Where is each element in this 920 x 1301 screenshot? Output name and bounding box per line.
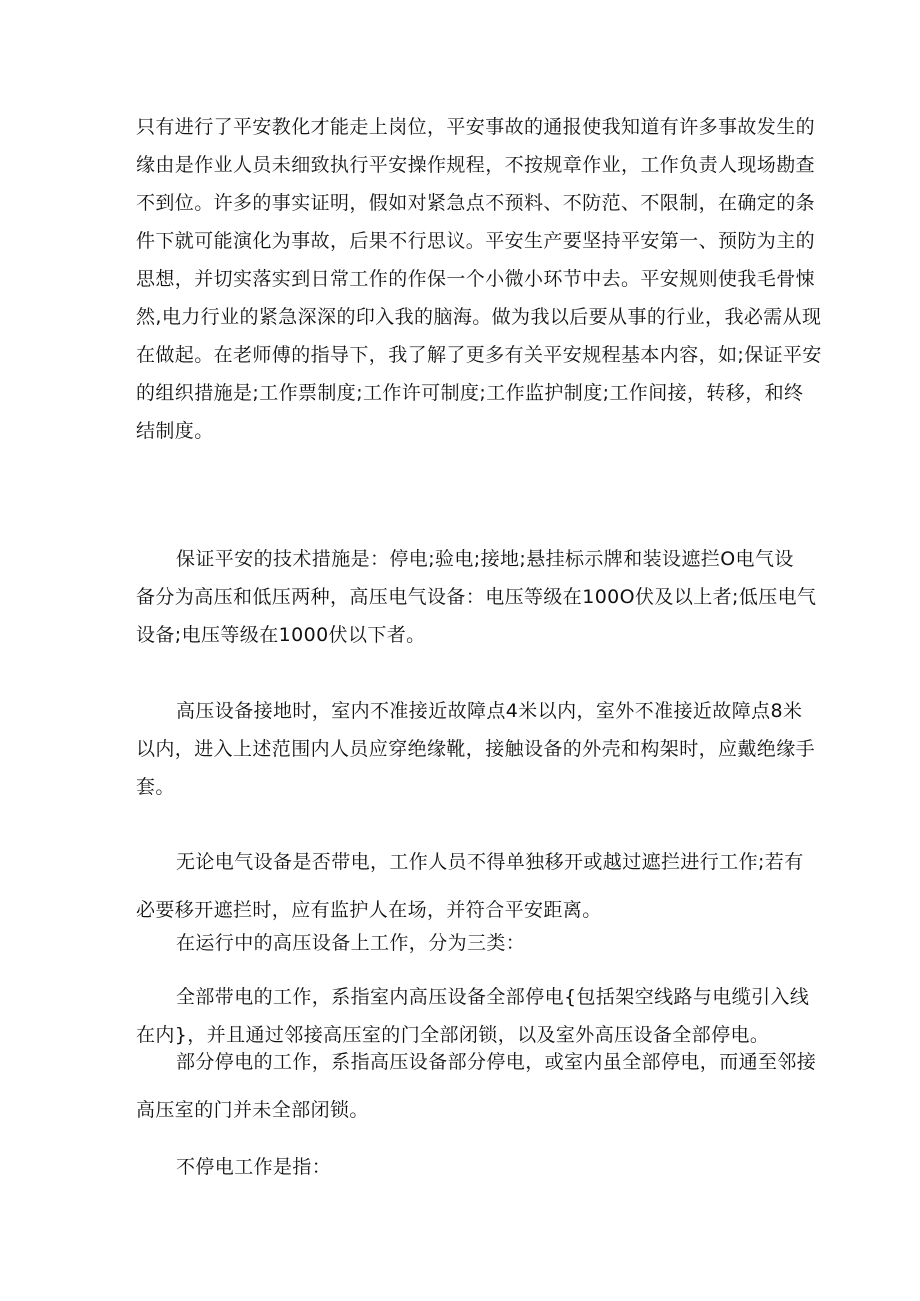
paragraph-safety-education (136, 108, 822, 450)
text-line: 然,电力行业的紧急深深的印入我的脑海。做为我以后要从事的行业，我必需从现 (136, 306, 822, 328)
text-line: 高压设备接地时，室内不准接近故障点4米以内，室外不准接近故障点8米 (176, 700, 803, 722)
text-line: 缘由是作业人员未细致执行平安操作规程，不按规章作业，工作负责人现场勘查 (136, 154, 816, 176)
text-line: 思想，并切实落实到日常工作的作保一个小微小环节中去。平安规则使我毛骨悚 (136, 268, 816, 290)
paragraph-technical-measures (136, 540, 817, 654)
text-line: 在内}，并且通过邻接高压室的门全部闭锁，以及室外高压设备全部停电。 (136, 1024, 770, 1046)
paragraph-partial-outage (136, 1038, 817, 1134)
paragraph-work-categories (136, 924, 796, 962)
paragraph-grounding (136, 692, 816, 806)
text-line: 结制度。 (136, 420, 214, 442)
text-line: 套。 (136, 776, 175, 798)
text-line: 保证平安的技术措施是：停电;验电;接地;悬挂标示牌和装设遮拦O电气设 (176, 548, 794, 570)
paragraph-live-work (136, 1148, 796, 1186)
text-line: 高压室的门并未全部闭锁。 (136, 1099, 369, 1121)
text-line: 在运行中的高压设备上工作，分为三类： (176, 932, 526, 954)
text-line: 全部带电的工作，系指室内高压设备全部停电{包括架空线路与电缆引入线 (176, 986, 810, 1008)
text-line: 件下就可能演化为事故，后果不行思议。平安生产要坚持平安第一、预防为主的 (136, 230, 816, 252)
text-line: 无论电气设备是否带电，工作人员不得单独移开或越过遮拦进行工作;若有 (176, 851, 804, 873)
text-line: 必要移开遮拦时，应有监护人在场，并符合平安距离。 (136, 899, 602, 921)
text-line: 部分停电的工作，系指高压设备部分停电，或室内虽全部停电，而通至邻接 (176, 1051, 817, 1073)
text-line: 备分为高压和低压两种，高压电气设备：电压等级在100O伏及以上者;低压电气 (136, 586, 817, 608)
text-line: 在做起。在老师傅的指导下，我了解了更多有关平安规程基本内容，如;保证平安 (136, 344, 822, 366)
text-line: 的组织措施是;工作票制度;工作许可制度;工作监护制度;工作间接，转移，和终 (136, 382, 804, 404)
text-line: 以内，进入上述范围内人员应穿绝缘靴，接触设备的外壳和构架时，应戴绝缘手 (136, 738, 816, 760)
text-line: 不到位。许多的事实证明，假如对紧急点不预料、不防范、不限制，在确定的条 (136, 192, 816, 214)
text-line: 设备;电压等级在1000伏以下者。 (136, 624, 426, 646)
text-line: 不停电工作是指： (176, 1156, 332, 1178)
paragraph-barriers (136, 838, 804, 934)
text-line: 只有进行了平安教化才能走上岗位，平安事故的通报使我知道有许多事故发生的 (136, 116, 816, 138)
